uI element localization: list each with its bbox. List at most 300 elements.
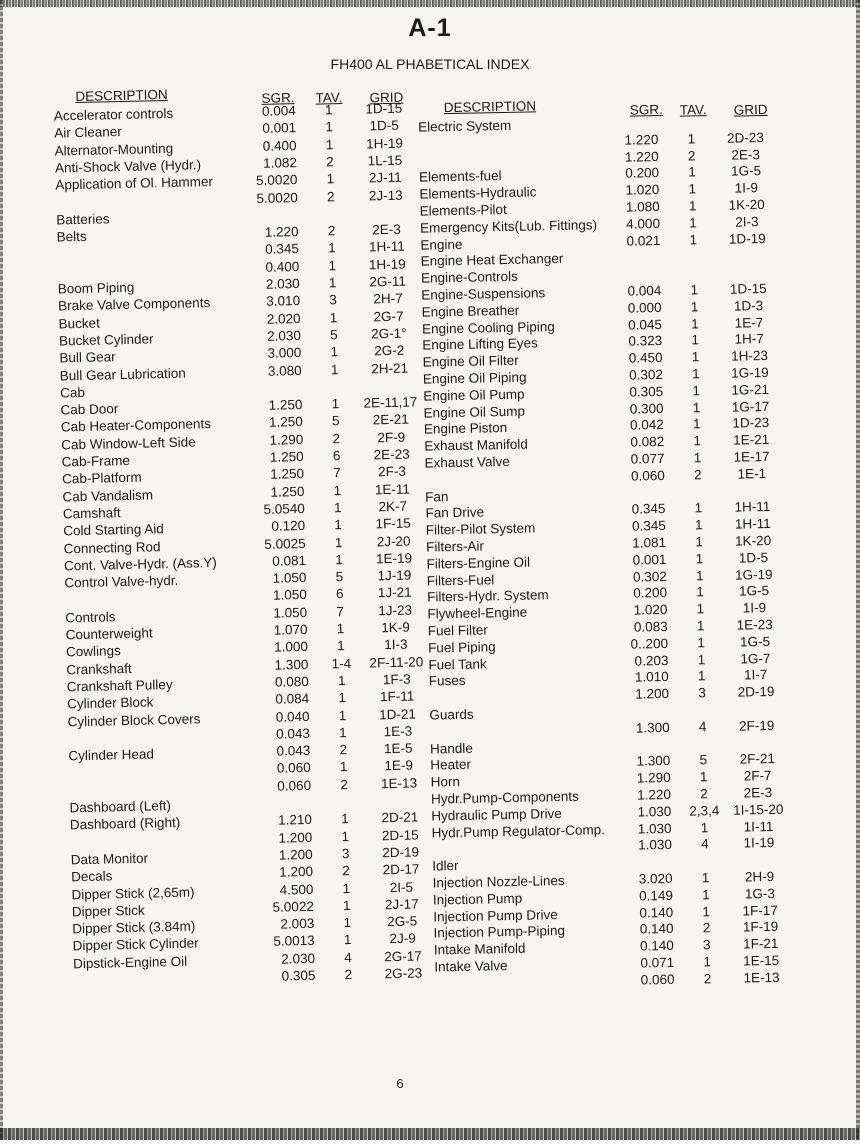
cell-sgr: 3.000	[267, 345, 302, 361]
cell-sgr: 0.200	[625, 165, 660, 182]
cell-description: Engine Heat Exchanger	[420, 251, 564, 270]
cell-grid: 1H-11	[734, 516, 771, 532]
cell-description: Bull Gear Lubrication	[59, 365, 186, 383]
cell-grid: 1I-9	[734, 180, 759, 196]
cell-tav: 1	[328, 275, 337, 291]
cell-sgr: 3.020	[638, 870, 673, 887]
cell-tav: 2	[702, 920, 711, 936]
cell-tav: 1	[696, 601, 705, 617]
cell-tav: 1-4	[331, 655, 352, 671]
cell-tav: 4	[344, 949, 352, 965]
cell-grid: 2I-3	[735, 213, 759, 230]
cell-tav: 2,3,4	[689, 802, 720, 819]
cell-description: Cowlings	[65, 643, 121, 660]
cell-tav: 5	[331, 413, 340, 429]
cell-tav: 1	[333, 482, 342, 498]
cell-description: Engine Oil Filter	[422, 352, 519, 370]
cell-sgr: 2.030	[265, 276, 300, 292]
cell-sgr: 1.080	[625, 199, 660, 215]
cell-description: Bull Gear	[59, 349, 116, 366]
cell-sgr: 0.140	[639, 921, 674, 937]
cell-grid: 1H-19	[366, 135, 404, 152]
cell-description: Fuses	[428, 673, 466, 689]
cell-tav: 1	[331, 396, 340, 412]
cell-description: Bucket	[58, 315, 101, 332]
cell-grid: 1L-15	[367, 152, 403, 169]
scan-noise-left	[0, 0, 3, 1140]
cell-description: Dipstick-Engine Oil	[72, 953, 188, 972]
cell-sgr: 5.0020	[255, 172, 298, 189]
cell-description: Elements-Pilot	[419, 201, 507, 219]
cell-grid: 1F-21	[743, 936, 779, 952]
cell-grid: 2E-11,17	[363, 394, 418, 411]
cell-tav: 6	[332, 448, 341, 464]
cell-tav: 1	[693, 450, 702, 466]
cell-tav: 7	[333, 465, 341, 481]
cell-grid: 2D-17	[382, 861, 420, 878]
cell-grid: 2G-17	[384, 948, 422, 964]
cell-grid: 2G-5	[387, 913, 418, 930]
page-number: 6	[396, 1076, 404, 1091]
cell-description: Accelerator controls	[53, 105, 174, 124]
header-tav: TAV.	[679, 102, 707, 118]
cell-description: Emergency Kits(Lub. Fittings)	[419, 217, 598, 236]
cell-tav: 1	[687, 131, 696, 147]
cell-grid: 1I-11	[743, 818, 774, 835]
page-title: A-1	[408, 14, 452, 42]
cell-grid: 2E-21	[372, 411, 410, 428]
cell-sgr: 0.305	[629, 383, 664, 400]
cell-tav: 2	[339, 742, 348, 758]
cell-description: Engine-Controls	[420, 268, 518, 286]
cell-grid: 1I-19	[743, 835, 775, 851]
cell-sgr: 2.003	[280, 915, 315, 932]
cell-sgr: 3.080	[267, 362, 302, 379]
cell-sgr: 0.043	[275, 725, 311, 742]
cell-sgr: 5.0022	[272, 898, 315, 915]
cell-sgr: 1.200	[278, 829, 313, 846]
cell-tav: 1	[690, 282, 699, 298]
cell-sgr: 0.001	[262, 120, 297, 137]
cell-tav: 1	[694, 517, 703, 533]
cell-sgr: 5.0025	[264, 535, 306, 552]
cell-sgr: 1.070	[273, 621, 308, 638]
cell-grid: 1E-11	[374, 481, 411, 497]
header-description: DESCRIPTION	[443, 98, 537, 116]
cell-grid: 1E-21	[733, 432, 770, 448]
cell-sgr	[596, 114, 658, 115]
cell-description: Dipper Stick (3.84m)	[72, 918, 196, 937]
cell-grid: 1J-19	[377, 567, 412, 584]
cell-grid: 1F-15	[375, 515, 411, 532]
cell-sgr: 0.305	[281, 967, 316, 984]
cell-sgr: 1.000	[274, 639, 309, 655]
cell-sgr: 2.030	[281, 950, 316, 967]
cell-description: Intake Manifold	[433, 940, 526, 958]
cell-sgr: 1.030	[637, 837, 673, 853]
cell-grid: 1G-19	[730, 364, 769, 381]
cell-grid: 2F-21	[739, 751, 776, 767]
cell-description: Filters-Fuel	[426, 571, 495, 589]
cell-grid: 2J-17	[384, 896, 419, 913]
cell-sgr: 0.345	[631, 518, 666, 534]
cell-tav: 1	[690, 299, 699, 315]
cell-sgr: 0.200	[633, 585, 668, 601]
cell-tav	[687, 701, 717, 702]
cell-tav: 1	[691, 366, 700, 382]
cell-description: Engine Cooling Piping	[421, 318, 555, 337]
cell-tav: 1	[688, 198, 697, 214]
cell-description: Cab Window-Left Side	[61, 434, 196, 453]
cell-sgr: 1.250	[268, 414, 304, 431]
cell-grid: 1E-9	[384, 757, 414, 774]
cell-grid: 1J-23	[378, 602, 413, 618]
cell-tav: 2	[327, 223, 336, 239]
cell-tav: 1	[343, 915, 352, 931]
cell-sgr: 1.050	[272, 587, 307, 604]
cell-grid: 1G-3	[744, 885, 776, 902]
cell-description: Fan Drive	[425, 504, 485, 521]
header-description: DESCRIPTION	[75, 86, 168, 105]
cell-description: Injection Pump	[432, 890, 523, 908]
cell-tav: 1	[337, 638, 345, 654]
cell-tav: 2	[326, 154, 334, 170]
cell-sgr: 1.300	[635, 719, 670, 736]
cell-grid: 1I-15-20	[732, 801, 784, 818]
cell-tav: 1	[691, 349, 700, 365]
cell-description: Exhaust Valve	[424, 453, 510, 471]
cell-grid: 1D-5	[369, 118, 399, 134]
cell-description: Exhaust Manifold	[424, 436, 528, 454]
cell-grid: 1F-19	[742, 919, 779, 935]
cell-tav: 1	[333, 500, 342, 516]
cell-grid: 1K-9	[381, 619, 410, 636]
cell-sgr: 0.450	[628, 350, 663, 366]
cell-description: Engine Oil Sump	[423, 403, 526, 421]
cell-tav	[683, 483, 713, 484]
cell-sgr: 0.302	[628, 366, 664, 383]
cell-tav: 1	[691, 315, 699, 332]
cell-grid: 2E-3	[372, 221, 401, 238]
cell-sgr: 0.004	[261, 103, 296, 119]
cell-description: Cab Vandalism	[62, 486, 154, 505]
cell-description: Cab-Platform	[61, 469, 142, 487]
cell-description: Air Cleaner	[54, 124, 122, 141]
cell-grid: 1D-5	[738, 549, 769, 566]
cell-description: Fuel Filter	[427, 622, 488, 639]
cell-grid: 1G-5	[730, 163, 762, 180]
cell-sgr: 0..200	[630, 635, 669, 652]
cell-tav: 1	[692, 399, 701, 416]
cell-description: Anti-Shock Valve (Hydr.)	[54, 157, 202, 176]
cell-description: Cylinder Block	[67, 694, 154, 712]
cell-sgr: 0.040	[275, 708, 310, 725]
cell-grid: 2J-9	[389, 930, 416, 947]
cell-tav: 1	[692, 416, 701, 432]
cell-tav	[678, 247, 708, 248]
cell-tav: 2	[332, 430, 341, 446]
cell-grid: 1I-3	[384, 636, 408, 653]
index-column-left	[51, 0, 447, 1144]
cell-grid: 1H-19	[368, 256, 406, 273]
cell-description: Dipper Stick	[71, 902, 145, 920]
cell-grid: 1E-1	[737, 465, 767, 482]
cell-description: Engine Oil Pump	[423, 386, 525, 404]
header-sgr: SGR.	[629, 101, 663, 118]
cell-tav: 1	[695, 534, 704, 550]
cell-tav	[690, 852, 720, 853]
cell-description: Cab	[59, 384, 86, 401]
cell-grid: 1I-7	[743, 667, 768, 683]
cell-grid: 1E-13	[743, 969, 780, 986]
cell-grid: 1G-7	[740, 650, 771, 667]
cell-sgr: 1.020	[625, 182, 660, 198]
cell-tav: 2	[700, 786, 708, 802]
cell-grid: 1G-19	[734, 566, 773, 583]
cell-tav: 1	[329, 309, 338, 325]
cell-tav: 1	[699, 769, 708, 785]
cell-tav: 6	[335, 586, 344, 602]
cell-description: Cold Starting Aid	[63, 521, 164, 539]
cell-tav: 2	[326, 188, 335, 204]
cell-tav: 1	[689, 215, 697, 231]
cell-sgr: 1.030	[637, 820, 672, 837]
cell-description: Cab Door	[60, 401, 119, 418]
cell-grid: 2H-9	[744, 868, 775, 885]
cell-grid: 1I-9	[742, 600, 767, 616]
cell-description: Engine Oil Piping	[422, 369, 527, 387]
cell-sgr: 0.071	[640, 954, 675, 971]
cell-grid: 2E-23	[373, 446, 410, 463]
cell-grid: 2H-21	[371, 360, 409, 376]
cell-grid: 2I-5	[389, 879, 414, 895]
cell-description: Dipper Stick (2,65m)	[71, 884, 195, 902]
header-tav: TAV.	[315, 89, 343, 106]
cell-tav: 5	[335, 569, 344, 585]
cell-sgr: 0.084	[275, 691, 310, 707]
cell-description: Connecting Rod	[63, 538, 161, 556]
cell-tav: 2	[703, 970, 712, 987]
cell-sgr: 1.220	[624, 148, 659, 165]
cell-sgr: 1.082	[263, 154, 298, 171]
cell-sgr	[610, 853, 672, 854]
cell-description: Cont. Valve-Hydr. (Ass.Y)	[63, 554, 217, 574]
cell-grid: 1D-19	[728, 230, 766, 247]
cell-grid: 1G-5	[739, 633, 771, 650]
cell-grid: 2F-19	[738, 717, 775, 734]
cell-tav: 1	[328, 257, 337, 274]
cell-grid: 2G-11	[369, 273, 407, 290]
cell-grid: 2E-3	[731, 146, 761, 163]
cell-tav: 1	[326, 171, 335, 187]
cell-sgr: 0.300	[629, 400, 664, 417]
cell-grid: 1F-3	[382, 671, 411, 688]
cell-sgr: 0.004	[627, 283, 662, 299]
cell-tav: 1	[691, 332, 700, 348]
cell-sgr: 1.220	[264, 224, 299, 240]
cell-tav: 1	[337, 672, 346, 689]
cell-grid: 1D-15	[365, 100, 403, 117]
cell-grid: 1K-20	[734, 532, 772, 549]
cell-tav: 2	[687, 147, 696, 164]
cell-tav: 1	[336, 621, 345, 637]
cell-tav	[316, 378, 354, 379]
cell-tav: 1	[697, 668, 706, 684]
cell-tav: 2	[344, 966, 353, 983]
cell-grid: 1G-5	[738, 583, 770, 599]
cell-description: Boom Piping	[57, 279, 135, 297]
cell-description: Filters-Engine Oil	[426, 554, 531, 572]
cell-tav: 3	[698, 685, 706, 701]
cell-sgr: 0.140	[639, 904, 674, 921]
cell-description: Handle	[429, 740, 473, 757]
cell-tav: 2	[340, 776, 349, 792]
cell-tav: 1	[702, 903, 711, 919]
cell-sgr: 0.060	[276, 760, 311, 777]
cell-description: Electric System	[417, 117, 512, 135]
cell-sgr: 0.203	[634, 652, 669, 669]
cell-tav: 1	[697, 651, 706, 667]
cell-grid: 1E-7	[734, 314, 764, 331]
cell-sgr: 1.210	[277, 812, 313, 828]
cell-tav: 1	[338, 724, 347, 741]
cell-tav: 1	[695, 567, 704, 583]
cell-description: Filters-Air	[426, 538, 485, 555]
cell-description: Dashboard (Left)	[69, 798, 172, 816]
cell-description: Engine Lifting Eyes	[422, 335, 538, 353]
cell-description: Hydr.Pump-Components	[430, 788, 579, 807]
cell-sgr: 1.200	[278, 846, 313, 863]
cell-grid: 1E-15	[743, 952, 780, 969]
cell-tav: 1	[701, 870, 710, 886]
cell-tav: 3	[341, 845, 350, 862]
cell-tav: 1	[324, 102, 333, 118]
cell-grid	[706, 112, 784, 113]
cell-description: Bucket Cylinder	[58, 331, 154, 349]
cell-grid: 1D-3	[733, 297, 764, 314]
cell-sgr: 0.149	[638, 887, 674, 904]
cell-description: Engine	[420, 236, 463, 253]
cell-grid: 1E-13	[380, 775, 418, 791]
cell-tav: 1	[700, 819, 709, 835]
cell-grid: 2F-9	[377, 429, 406, 445]
cell-grid: 2F-7	[743, 768, 772, 784]
cell-tav: 1	[693, 433, 702, 449]
cell-tav: 1	[340, 811, 349, 827]
cell-tav: 2	[693, 467, 702, 483]
cell-grid: 2K-7	[378, 498, 408, 515]
cell-grid: 1H-23	[731, 348, 769, 364]
cell-grid: 2G-23	[384, 965, 423, 982]
cell-sgr: 0.060	[277, 777, 312, 794]
cell-tav: 1	[696, 584, 704, 600]
cell-grid: 2J-11	[368, 169, 402, 186]
cell-sgr	[599, 265, 661, 266]
cell-sgr: 0.077	[630, 450, 665, 467]
cell-sgr: 0.345	[631, 501, 666, 518]
cell-description: Engine Breather	[421, 302, 520, 320]
cell-tav: 1	[341, 828, 350, 844]
cell-description: Guards	[429, 706, 474, 723]
cell-sgr: 5.0020	[256, 189, 298, 206]
cell-grid: 1E-19	[375, 550, 413, 567]
cell-sgr: 1.300	[636, 753, 671, 769]
cell-grid: 2G-2	[374, 342, 405, 359]
cell-tav: 2	[342, 863, 350, 879]
cell-sgr: 1.220	[637, 786, 672, 803]
cell-description: Data Monitor	[70, 850, 149, 868]
cell-grid: 2G-1°	[370, 325, 407, 342]
cell-sgr: 1.290	[636, 770, 671, 786]
cell-grid: 1H-11	[734, 499, 771, 516]
cell-sgr: 1.030	[637, 803, 672, 820]
cell-sgr: 0.083	[633, 618, 668, 635]
cell-tav: 3	[702, 937, 711, 953]
cell-grid: 1H-7	[734, 331, 765, 347]
cell-sgr: 1.250	[270, 466, 305, 483]
cell-description: Fuel Piping	[427, 639, 496, 656]
cell-tav: 1	[694, 500, 703, 516]
cell-grid: 2D-21	[381, 809, 419, 826]
cell-sgr: 1.220	[624, 131, 659, 148]
index-subtitle: FH400 AL PHABETICAL INDEX	[330, 56, 530, 72]
cell-tav: 1	[343, 932, 352, 948]
cell-tav	[325, 793, 363, 794]
cell-description: Elements-Hydraulic	[419, 184, 537, 202]
cell-description: Application of Ol. Hammer	[55, 174, 214, 193]
cell-description: Heater	[430, 757, 472, 773]
cell-sgr: 2.020	[266, 310, 301, 327]
cell-sgr: 1.200	[635, 686, 670, 702]
cell-tav: 1	[335, 551, 343, 568]
cell-tav	[676, 113, 706, 114]
cell-tav: 1	[327, 240, 336, 256]
cell-sgr: 1.300	[274, 656, 309, 673]
header-grid: GRID	[733, 101, 768, 118]
cell-sgr: 0.001	[632, 551, 667, 568]
cell-grid: 2G-7	[373, 308, 404, 324]
cell-tav	[312, 205, 350, 206]
cell-grid: 2J-13	[368, 187, 403, 203]
cell-sgr: 4.500	[279, 881, 314, 898]
cell-description: Injection Pump-Piping	[433, 923, 566, 941]
cell-tav: 1	[701, 886, 710, 903]
cell-description: Dipper Stick Cylinder	[72, 935, 199, 954]
cell-tav: 1	[334, 534, 343, 550]
cell-tav: 1	[330, 344, 339, 360]
cell-sgr: 1.250	[269, 448, 304, 465]
cell-sgr: 0.000	[627, 299, 662, 316]
cell-tav: 5	[699, 752, 708, 768]
cell-sgr	[608, 736, 670, 737]
cell-sgr: 0.400	[262, 137, 297, 154]
cell-grid: 1D-15	[729, 280, 767, 297]
cell-tav: 1	[688, 164, 696, 180]
cell-description: Engine-Suspensions	[421, 285, 546, 303]
cell-sgr: 0.081	[272, 552, 307, 569]
cell-description: Flywheel-Engine	[427, 604, 528, 622]
header-sgr: SGR.	[261, 90, 295, 106]
cell-sgr: 0.082	[630, 434, 665, 450]
cell-grid: 2D-15	[381, 827, 419, 843]
cell-tav: 5	[329, 327, 338, 343]
cell-tav: 1	[338, 707, 347, 723]
cell-description: Idler	[432, 858, 459, 874]
cell-sgr	[603, 484, 665, 485]
cell-sgr: 1.020	[633, 602, 668, 618]
cell-description: Control Valve-hydr.	[64, 572, 179, 591]
cell-sgr: 0.042	[629, 417, 665, 434]
